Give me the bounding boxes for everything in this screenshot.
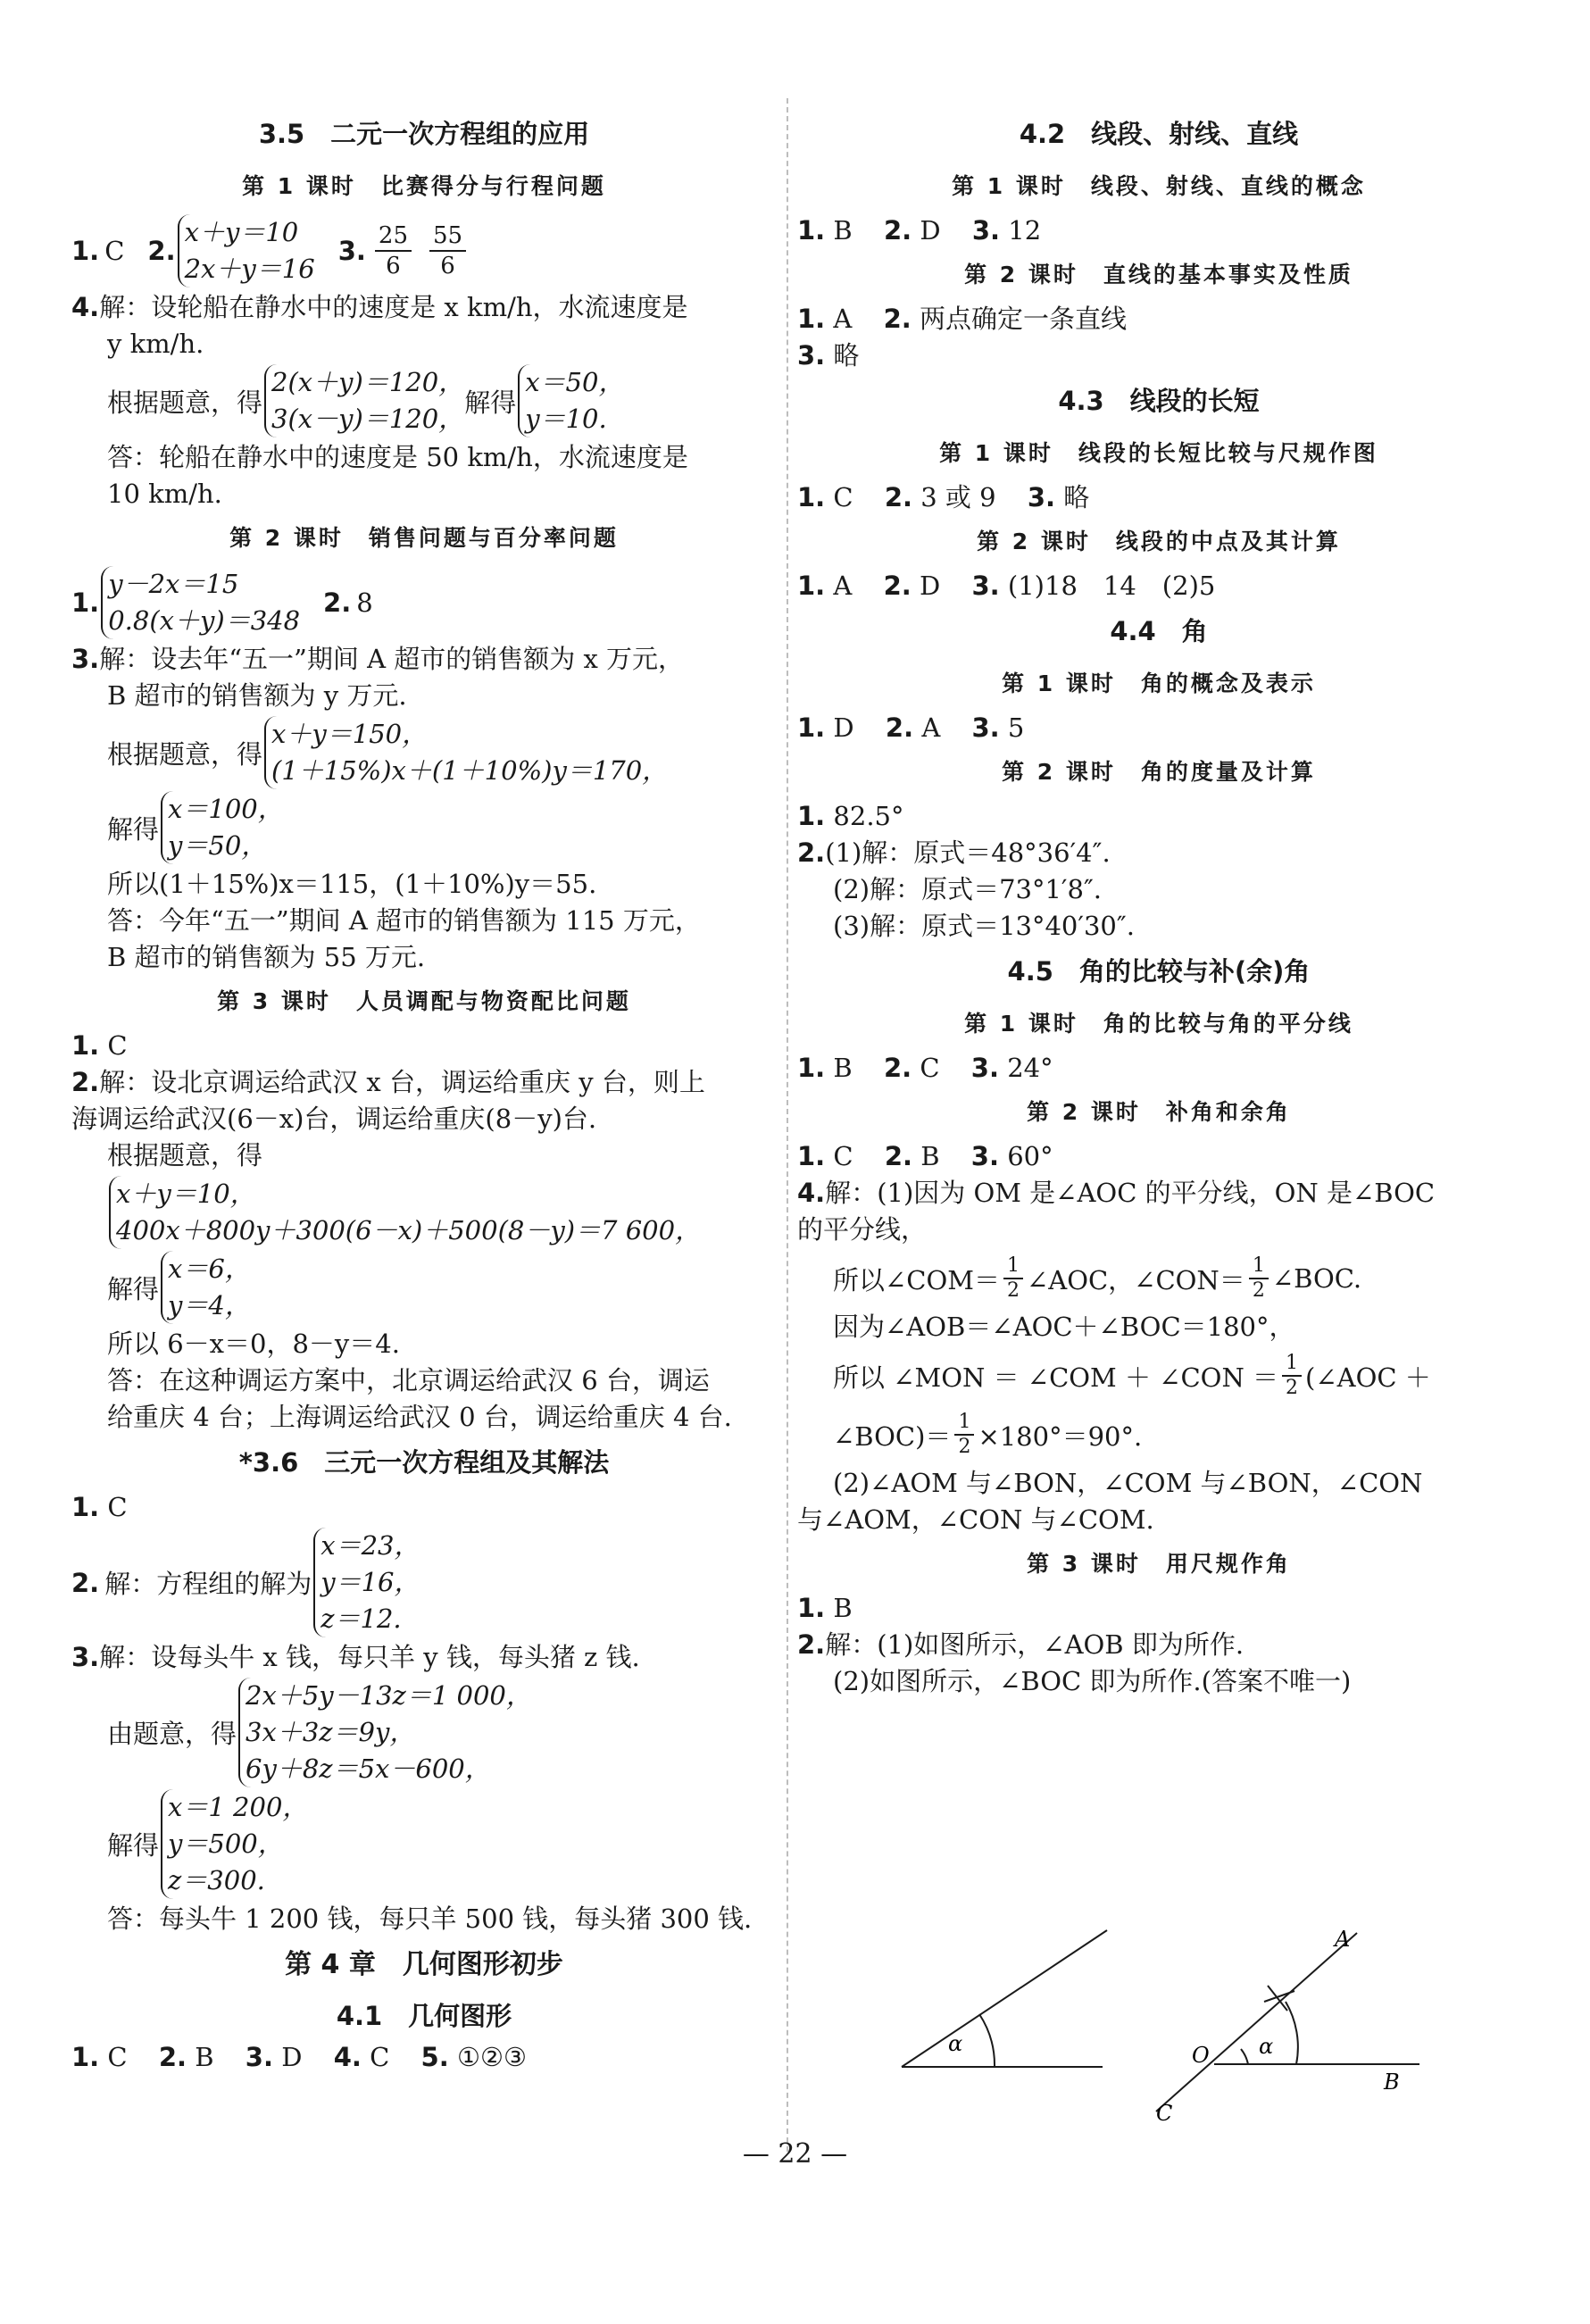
equation: y＝16， — [320, 1567, 420, 1597]
question-number: 1. — [797, 215, 826, 246]
answer: C — [370, 2042, 390, 2072]
answer: A — [921, 712, 941, 743]
question-number: 2. — [883, 571, 912, 601]
text-line: 解得 — [107, 813, 160, 845]
answer-row — [797, 710, 1520, 746]
text-line: (3)解：原式＝13°40′30″. — [833, 911, 1135, 941]
lesson-title: 第 1 课时 线段、射线、直线的概念 — [952, 173, 1366, 199]
answer-row — [797, 1050, 1520, 1087]
answer-row — [797, 1138, 1520, 1175]
section-title-4-3: 4.3 线段的长短 — [1058, 386, 1260, 416]
solution-system — [161, 1251, 251, 1324]
question-number: 3. — [337, 236, 366, 266]
answer: B — [833, 215, 853, 246]
lesson-title: 第 1 课时 线段的长短比较与尺规作图 — [939, 440, 1378, 466]
lesson-title: 第 2 课时 销售问题与百分率问题 — [229, 525, 619, 551]
equation: z＝12. — [320, 1603, 402, 1634]
question-number: 2. — [797, 1629, 826, 1660]
text-line: 由题意，得 — [107, 1719, 237, 1749]
text-line: B 超市的销售额为 55 万元. — [107, 942, 426, 972]
text-line: 解得 — [464, 387, 517, 418]
answer: 3 或 9 — [920, 482, 996, 512]
question-number: 4. — [333, 2042, 362, 2072]
equation: 400x＋800y＋300(6－x)＋500(8－y)＝7 600， — [116, 1215, 702, 1245]
equation: 0.8(x＋y)＝348 — [108, 605, 301, 636]
question-number: 4. — [797, 1178, 826, 1208]
math-line — [797, 1250, 1520, 1307]
text-line: (2)∠AOM 与∠BON，∠COM 与∠BON，∠CON — [833, 1468, 1423, 1498]
arc-intersection-mark — [1264, 1986, 1294, 2011]
answer: D — [920, 571, 941, 601]
answer-row — [71, 566, 777, 639]
question-number: 1. — [71, 1492, 100, 1522]
equation: x＋y＝10， — [116, 1179, 256, 1209]
text-line: 解：方程组的解为 — [104, 1569, 312, 1599]
section-title-4-4: 4.4 角 — [1110, 616, 1208, 646]
equation-system — [264, 364, 464, 437]
equation: 3(x－y)＝120， — [271, 404, 465, 434]
text-line: ∠AOC，∠CON＝ — [1026, 1264, 1245, 1295]
equation: y＝50， — [168, 830, 268, 861]
question-number: 3. — [970, 1053, 999, 1083]
equation: y－2x＝15 — [108, 569, 239, 599]
lesson-title: 第 2 课时 补角和余角 — [1027, 1099, 1291, 1125]
question-number: 2. — [883, 215, 912, 246]
left-column — [71, 107, 777, 2076]
lesson-title: 第 2 课时 角的度量及计算 — [1002, 759, 1316, 785]
lesson-title: 第 1 课时 角的比较与角的平分线 — [964, 1011, 1353, 1037]
question-number: 3. — [971, 215, 1001, 246]
arc — [1286, 2002, 1298, 2064]
question-number: 3. — [71, 644, 100, 674]
solution-system — [313, 1528, 420, 1637]
question-number: 1. — [797, 482, 826, 512]
answer: D — [920, 215, 941, 246]
equation: 2x＋5y－13z＝1 000， — [246, 1680, 532, 1711]
question-number: 3. — [1027, 482, 1056, 512]
answer: C — [107, 1492, 128, 1522]
answer-row — [797, 568, 1520, 604]
text-line: (2)解：原式＝73°1′8″. — [833, 874, 1103, 904]
text-line: 所以 ∠MON ＝ ∠COM ＋ ∠CON ＝ — [833, 1362, 1279, 1393]
answer: C — [920, 1053, 940, 1083]
answer-row — [71, 214, 777, 287]
fraction: $\frac{1}{2}$ — [1282, 1352, 1302, 1400]
text-line: 因为∠AOB＝∠AOC＋∠BOC＝180°， — [833, 1312, 1295, 1342]
answer: 略 — [833, 340, 860, 371]
lesson-title: 第 1 课时 比赛得分与行程问题 — [242, 173, 606, 199]
math-line — [797, 1347, 1520, 1404]
answer-row — [71, 2039, 777, 2076]
answer: A — [833, 571, 853, 601]
equation: x＋y＝150， — [271, 719, 429, 749]
text-line: (2)如图所示，∠BOC 即为所作.(答案不唯一) — [833, 1666, 1352, 1696]
question-number: 1. — [71, 1030, 100, 1061]
question-number: 2. — [323, 587, 352, 618]
text-line: 的平分线， — [797, 1214, 928, 1245]
question-number: 1. — [797, 571, 826, 601]
question-number: 2. — [71, 1067, 100, 1097]
section-title-4-5: 4.5 角的比较与补(余)角 — [1007, 956, 1311, 987]
equation-system — [178, 214, 315, 287]
equation-system — [264, 716, 668, 789]
answer: 12 — [1008, 215, 1042, 246]
text-line: 海调运给武汉(6－x)台，调运给重庆(8－y)台. — [71, 1104, 597, 1134]
question-number: 2. — [884, 1141, 913, 1171]
right-column — [797, 107, 1520, 1700]
fraction: $\frac{25}{6}$ — [375, 221, 412, 280]
text-line: 答：轮船在静水中的速度是 50 km/h，水流速度是 — [107, 442, 688, 472]
question-number: 2. — [883, 304, 912, 334]
question-number: 1. — [71, 236, 100, 266]
lesson-title: 第 3 课时 用尺规作角 — [1027, 1551, 1291, 1577]
solution-row — [71, 364, 777, 437]
question-number: 2. — [158, 2042, 187, 2072]
equation: x＝1 200， — [168, 1792, 309, 1822]
text-line: 答：在这种调运方案中，北京调运给武汉 6 台，调运 — [107, 1365, 710, 1395]
text-line: 根据题意，得 — [107, 1140, 263, 1170]
column-divider — [787, 98, 788, 2152]
answer-row — [71, 1528, 777, 1637]
arc — [979, 2014, 995, 2067]
arc — [1241, 2049, 1248, 2064]
text-line: 解：设北京调运给武汉 x 台，调运给重庆 y 台，则上 — [99, 1067, 705, 1097]
question-number: 1. — [71, 587, 100, 618]
fraction: $\frac{55}{6}$ — [429, 221, 466, 280]
answer-row — [797, 301, 1520, 337]
answer: A — [833, 304, 853, 334]
angle-figure-2 — [1152, 1920, 1437, 2125]
solution-row — [71, 1176, 777, 1249]
text-line: 解：(1)因为 OM 是∠AOC 的平分线，ON 是∠BOC — [825, 1178, 1436, 1208]
text-line: 与∠AOM，∠CON 与∠COM. — [797, 1504, 1154, 1535]
angle-figure-1 — [893, 1920, 1125, 2080]
section-title-4-1: 4.1 几何图形 — [336, 2001, 512, 2031]
equation: x＝50， — [525, 367, 625, 397]
question-number: 2. — [797, 837, 826, 868]
lesson-title: 第 3 课时 人员调配与物资配比问题 — [217, 988, 631, 1014]
solution-system — [161, 791, 284, 864]
text-line: 所以∠COM＝ — [833, 1264, 1000, 1295]
equation: x＝23， — [320, 1530, 420, 1561]
question-number: 2. — [883, 1053, 912, 1083]
fraction: $\frac{1}{2}$ — [1003, 1254, 1023, 1303]
question-number: 1. — [797, 1053, 826, 1083]
question-number: 3. — [970, 1141, 999, 1171]
answer: C — [833, 482, 853, 512]
answer-row — [797, 835, 1520, 871]
section-title-3-6: *3.6 三元一次方程组及其解法 — [238, 1447, 610, 1478]
text-line: 答：每头牛 1 200 钱，每只羊 500 钱，每头猪 300 钱. — [107, 1903, 753, 1934]
solution-row — [71, 791, 777, 864]
solution-system — [518, 364, 624, 437]
question-number: 2. — [71, 1567, 100, 1598]
lesson-title: 第 2 课时 直线的基本事实及性质 — [964, 262, 1353, 287]
answer: C — [104, 236, 125, 266]
answer: 60° — [1007, 1141, 1053, 1171]
question-number: 3. — [971, 571, 1000, 601]
answer: ①②③ — [456, 2042, 527, 2072]
equation: (1＋15%)x＋(1＋10%)y＝170， — [271, 755, 669, 786]
answer: 两点确定一条直线 — [920, 304, 1128, 334]
text-line: 解得 — [107, 1830, 160, 1861]
chapter-title: 第 4 章 几何图形初步 — [285, 1949, 563, 1980]
answer-row — [797, 337, 1520, 374]
text-line: 根据题意，得 — [107, 738, 263, 770]
solution-row — [71, 716, 777, 789]
equation: x＋y＝10 — [184, 217, 299, 247]
question-number: 1. — [797, 1141, 826, 1171]
equation: z＝300. — [168, 1865, 265, 1895]
ray-line — [1156, 1933, 1357, 2112]
text-line: 解：设每头牛 x 钱，每只羊 y 钱，每头猪 z 钱. — [99, 1642, 640, 1672]
solution-row — [71, 1251, 777, 1324]
question-number: 3. — [797, 340, 826, 371]
question-number: 3. — [71, 1642, 100, 1672]
alpha-label: α — [1259, 2034, 1274, 2059]
question-number: 2. — [147, 236, 176, 266]
text-line: 解得 — [107, 1273, 160, 1304]
question-number: 1. — [797, 1593, 826, 1623]
solution-system — [161, 1789, 308, 1899]
text-line: 给重庆 4 台；上海调运给武汉 0 台，调运给重庆 4 台. — [107, 1402, 732, 1432]
text-line: 10 km/h. — [107, 479, 222, 509]
lesson-title: 第 1 课时 角的概念及表示 — [1002, 671, 1316, 696]
equation: x＝6， — [168, 1254, 251, 1284]
text-line: (∠AOC ＋ — [1305, 1362, 1431, 1393]
equation: x＝100， — [168, 794, 284, 824]
page-number: — 22 — — [742, 2138, 848, 2170]
answer: 24° — [1007, 1053, 1053, 1083]
text-line: 根据题意，得 — [107, 387, 263, 418]
question-number: 1. — [797, 712, 826, 743]
answer: C — [107, 2042, 128, 2072]
equation: y＝4， — [168, 1290, 251, 1320]
question-number: 3. — [971, 712, 1000, 743]
answer: C — [833, 1141, 853, 1171]
answer: C — [107, 1030, 128, 1061]
point-label-c: C — [1156, 2101, 1173, 2125]
answer-row — [797, 798, 1520, 835]
text-line: ∠BOC. — [1271, 1263, 1362, 1294]
text-line: 解：(1)如图所示，∠AOB 即为所作. — [825, 1629, 1245, 1660]
answer: (1)18 14 (2)5 — [1007, 571, 1216, 601]
question-number: 4. — [71, 292, 100, 322]
answer: 82.5° — [833, 801, 904, 831]
math-line — [797, 1406, 1520, 1463]
answer: B — [195, 2042, 214, 2072]
alpha-label: α — [948, 2031, 963, 2056]
text-line: 答：今年“五一”期间 A 超市的销售额为 115 万元， — [107, 905, 701, 936]
point-label-b: B — [1384, 2070, 1400, 2095]
fraction: $\frac{1}{2}$ — [954, 1411, 974, 1459]
question-number: 2. — [884, 482, 913, 512]
equation: 6y＋8z＝5x－600， — [246, 1753, 491, 1784]
question-number: 3. — [245, 2042, 273, 2072]
text-line: y km/h. — [107, 329, 204, 359]
text-line: ×180°＝90°. — [978, 1420, 1143, 1452]
text-line: 所以(1＋15%)x＝115，(1＋10%)y＝55. — [107, 869, 597, 899]
answer: D — [281, 2042, 303, 2072]
question-number: 1. — [797, 801, 826, 831]
answer: B — [833, 1593, 853, 1623]
question-number: 1. — [797, 304, 826, 334]
answer-row — [797, 479, 1520, 516]
answer: 8 — [356, 587, 373, 618]
text-line: ∠BOC)＝ — [833, 1420, 952, 1452]
equation: 3x＋3z＝9y， — [246, 1717, 416, 1747]
equation: y＝10. — [525, 404, 607, 434]
answer: B — [920, 1141, 940, 1171]
equation: y＝500， — [168, 1828, 284, 1859]
answer: 略 — [1063, 482, 1090, 512]
point-label-a: A — [1335, 1927, 1351, 1952]
lesson-title: 第 2 课时 线段的中点及其计算 — [977, 529, 1341, 554]
solution-row — [71, 1678, 777, 1787]
question-number: 1. — [71, 2042, 100, 2072]
question-number: 5. — [420, 2042, 449, 2072]
ray-line — [902, 1930, 1107, 2067]
answer: B — [833, 1053, 853, 1083]
point-label-o: O — [1192, 2043, 1210, 2068]
equation-system — [238, 1678, 532, 1787]
section-title-4-2: 4.2 线段、射线、直线 — [1019, 119, 1299, 149]
question-number: 2. — [885, 712, 914, 743]
text-line: 解：设轮船在静水中的速度是 x km/h，水流速度是 — [99, 292, 688, 322]
answer-row — [797, 212, 1520, 249]
text-line: (1)解：原式＝48°36′4″. — [825, 837, 1111, 868]
text-line: 所以 6－x＝0，8－y＝4. — [107, 1329, 400, 1359]
equation-system — [109, 1176, 701, 1249]
text-line: 解：设去年“五一”期间 A 超市的销售额为 x 万元， — [99, 644, 685, 674]
equation-system — [101, 566, 300, 639]
equation: 2(x＋y)＝120， — [271, 367, 465, 397]
text-line: B 超市的销售额为 y 万元. — [107, 680, 407, 711]
answer: 5 — [1007, 712, 1025, 743]
section-title-3-5: 3.5 二元一次方程组的应用 — [258, 119, 590, 149]
fraction: $\frac{1}{2}$ — [1249, 1254, 1269, 1303]
solution-row — [71, 1789, 777, 1899]
answer: D — [833, 712, 854, 743]
equation: 2x＋y＝16 — [184, 254, 315, 284]
